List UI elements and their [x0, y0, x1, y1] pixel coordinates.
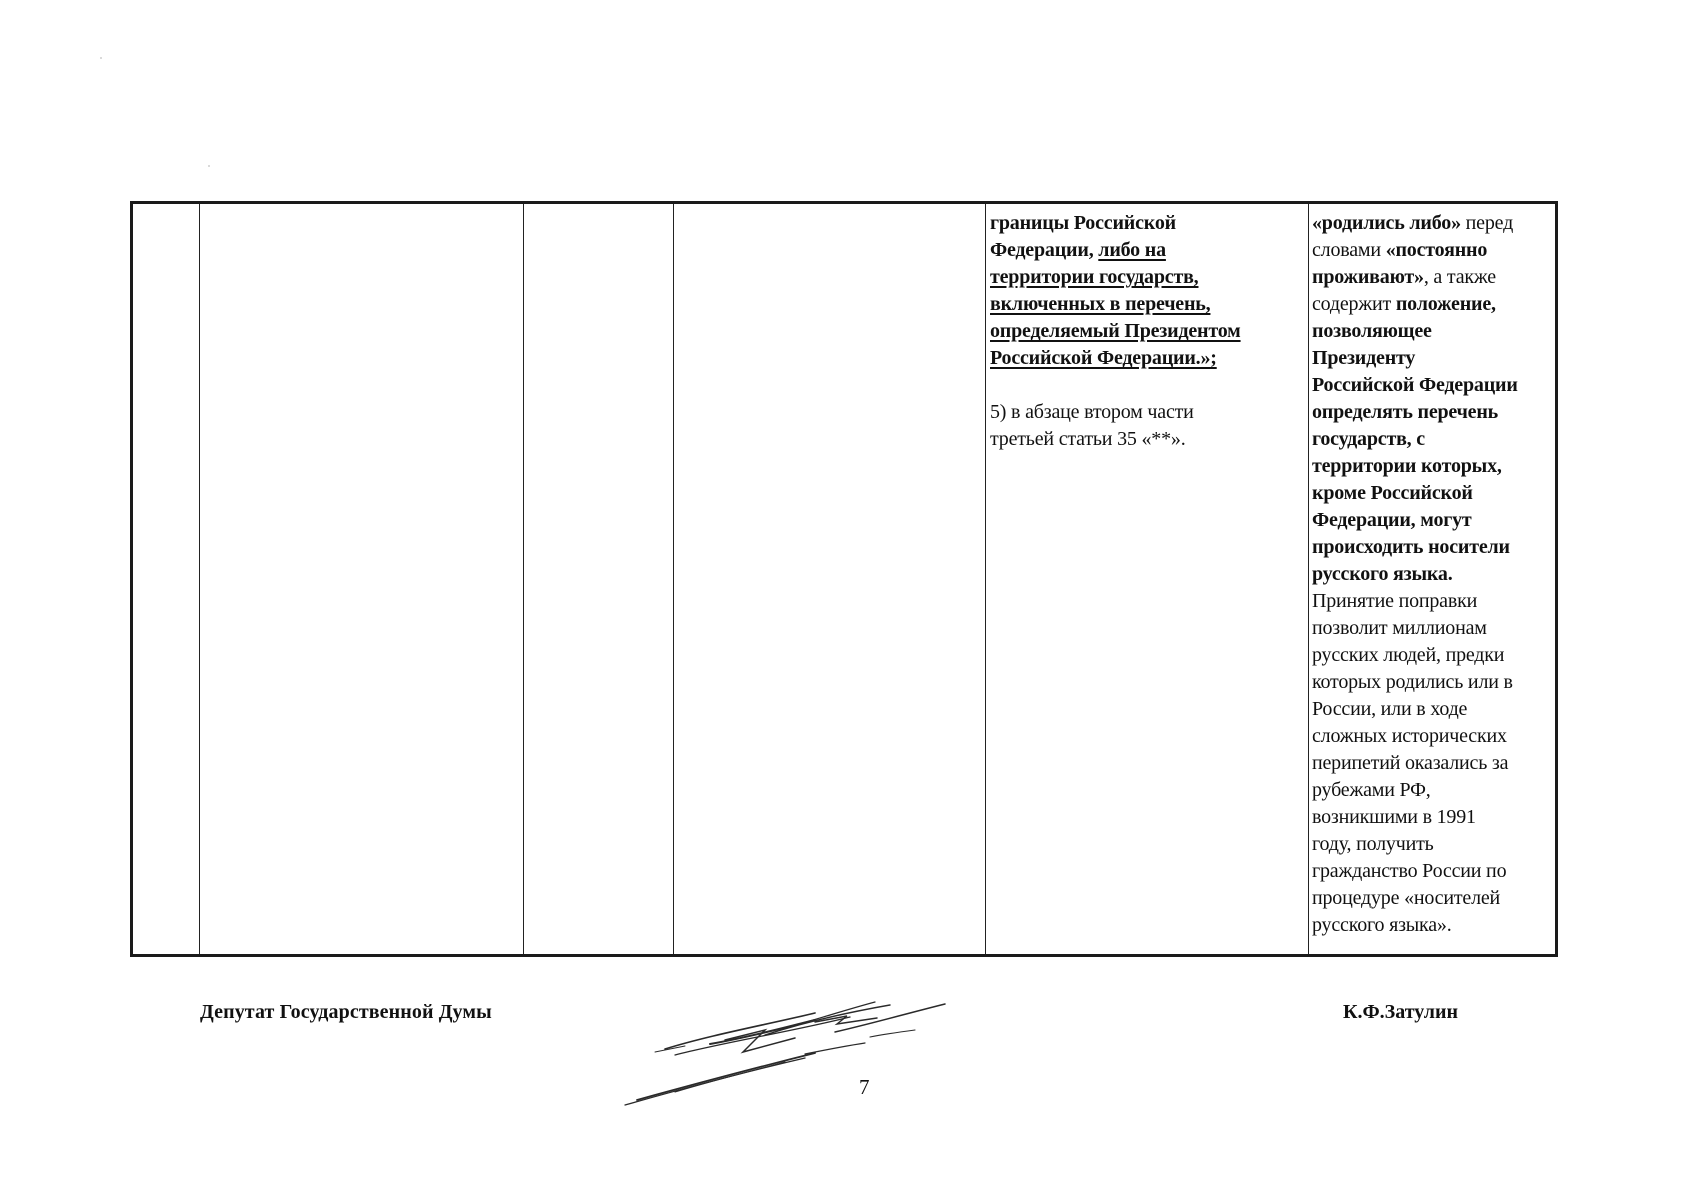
scan-speck [100, 57, 102, 59]
justification-line: России, или в ходе [1312, 698, 1468, 720]
justification-line: государств, с [1312, 428, 1425, 450]
amendment-line: территории государств, [990, 266, 1199, 288]
table-cell-current-text [674, 204, 985, 954]
justification-line: которых родились или в [1312, 671, 1513, 693]
amendment-fragment: , [1088, 239, 1099, 261]
justification-line [1312, 291, 1557, 318]
justification-fragment: , а также [1423, 266, 1496, 288]
table-cell-justification [1307, 204, 1557, 954]
justification-line: возникшими в 1991 [1312, 806, 1476, 828]
page-number: 7 [859, 1075, 870, 1099]
justification-line: происходить носители [1312, 536, 1510, 558]
amendment-table [130, 201, 1558, 957]
justification-line: году, получить [1312, 833, 1434, 855]
signatory-name: К.Ф.Затулин [1343, 1001, 1459, 1023]
amendment-fragment-underlined: либо на [1098, 239, 1166, 261]
justification-fragment: содержит [1312, 293, 1396, 315]
justification-fragment: «постоянно [1385, 239, 1488, 261]
justification-line: рубежами РФ, [1312, 779, 1431, 801]
table-cell-law-text [200, 204, 523, 954]
paragraph-gap [990, 372, 1297, 399]
justification-line: перипетий оказались за [1312, 752, 1509, 774]
amendment-fragment: Федерации [990, 239, 1089, 261]
justification-line: позволит миллионам [1312, 617, 1487, 639]
table-cell-author [524, 204, 673, 954]
handwritten-signature [615, 980, 995, 1110]
justification-fragment: положение, [1395, 293, 1496, 315]
amendment-line: границы Российской [990, 212, 1176, 234]
justification-fragment: «родились либо» [1312, 212, 1461, 234]
justification-line [1312, 237, 1557, 264]
amendment-line: 5) в абзаце втором части [990, 401, 1194, 423]
justification-line: Принятие поправки [1312, 590, 1478, 612]
justification-line: территории которых, [1312, 455, 1502, 477]
amendment-line: Российской Федерации.»; [990, 347, 1217, 369]
justification-line: позволяющее [1312, 320, 1432, 342]
justification-line [1312, 210, 1557, 237]
justification-line: Федерации, могут [1312, 509, 1472, 531]
signatory-position: Депутат Государственной Думы [200, 1001, 492, 1023]
table-cell-amendment-text [983, 204, 1303, 954]
justification-line [1312, 264, 1557, 291]
table-cell-number [133, 204, 199, 954]
amendment-line: третьей статьи 35 «**». [990, 428, 1186, 450]
justification-line: кроме Российской [1312, 482, 1473, 504]
justification-line: сложных исторических [1312, 725, 1507, 747]
scan-speck [208, 165, 210, 167]
justification-fragment: проживают» [1312, 266, 1424, 288]
justification-fragment: перед [1460, 212, 1514, 234]
justification-line: русских людей, предки [1312, 644, 1505, 666]
amendment-line: определяемый Президентом [990, 320, 1241, 342]
justification-line: русского языка». [1312, 914, 1452, 936]
justification-line: гражданство России по [1312, 860, 1507, 882]
justification-line: Президенту [1312, 347, 1416, 369]
justification-line: Российской Федерации [1312, 374, 1518, 396]
justification-line: русского языка. [1312, 563, 1453, 585]
justification-line: процедуре «носителей [1312, 887, 1501, 909]
amendment-line [990, 237, 1297, 264]
amendment-line: включенных в перечень, [990, 293, 1211, 315]
justification-line: определять перечень [1312, 401, 1499, 423]
justification-fragment: словами [1312, 239, 1386, 261]
